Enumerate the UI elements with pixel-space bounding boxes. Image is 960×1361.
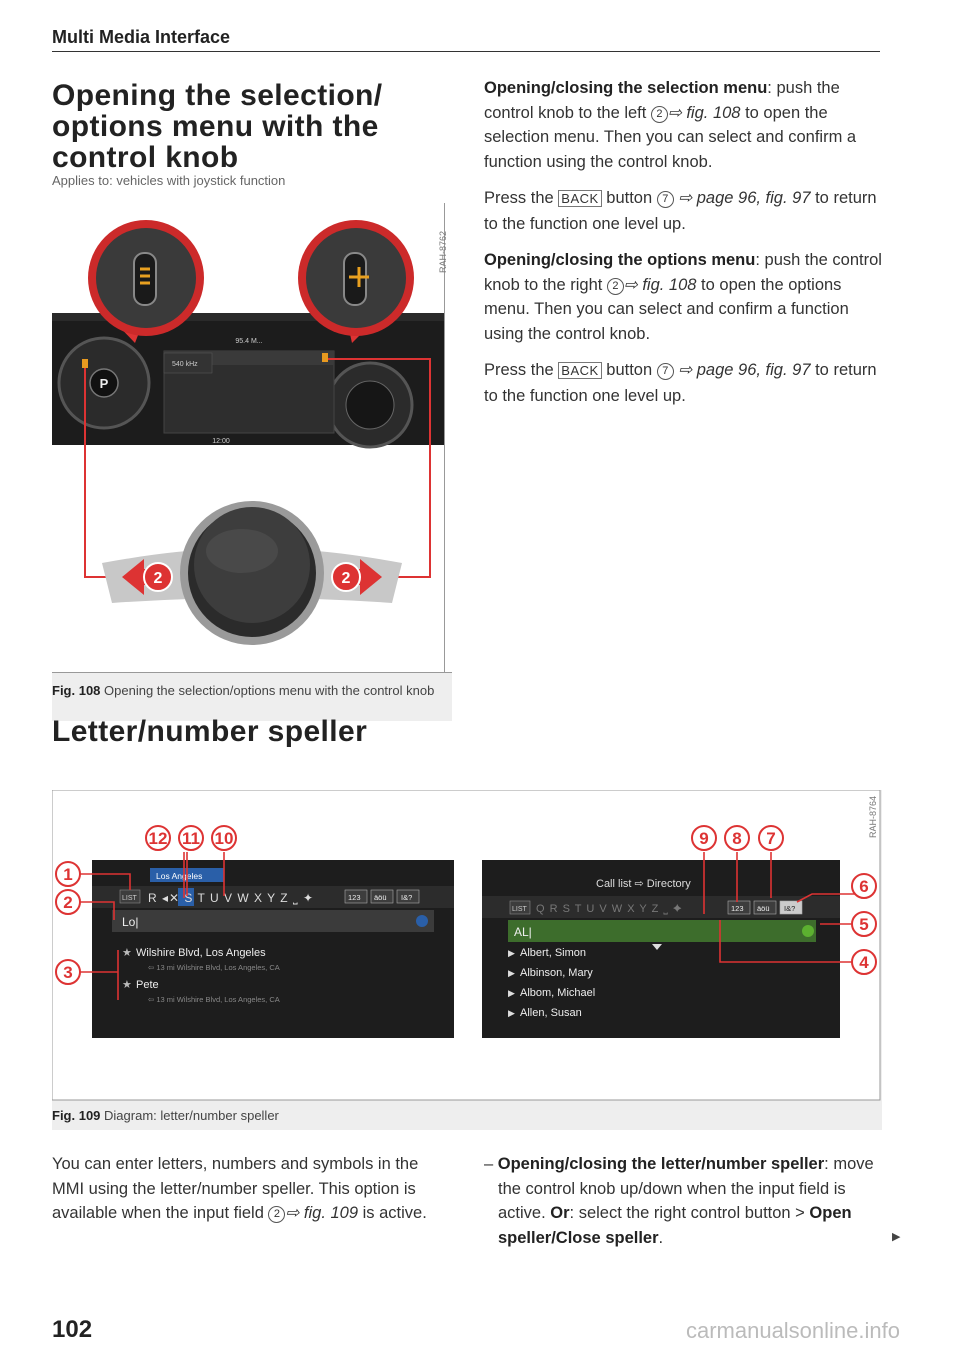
btn-umlaut: äöü bbox=[374, 893, 387, 902]
svg-text:I&?: I&? bbox=[784, 904, 796, 913]
continue-arrow: ▶ bbox=[892, 1231, 901, 1243]
svg-text:7: 7 bbox=[766, 829, 776, 848]
svg-text:★: ★ bbox=[122, 979, 132, 991]
btn-123: 123 bbox=[348, 893, 361, 902]
figure-caption: Fig. 108 Opening the selection/options menu with the control knob bbox=[52, 683, 435, 698]
page-number: 102 bbox=[52, 1316, 93, 1343]
speller-input-right: AL| bbox=[514, 925, 532, 939]
letter-strip: R ◂✕ S T U V W X Y Z ⎵ ✦ bbox=[148, 891, 315, 905]
svg-text:▶: ▶ bbox=[508, 948, 515, 958]
result-subline: ⇦ 13 mi Wilshire Blvd, Los Angeles, CA bbox=[148, 963, 280, 972]
contact-item: Albom, Michael bbox=[520, 987, 596, 999]
callout-5 bbox=[852, 912, 876, 936]
location-chip: Los Angeles bbox=[156, 871, 203, 881]
applies-to-note: Applies to: vehicles with joystick function bbox=[52, 173, 286, 188]
running-header: Multi Media Interface bbox=[52, 27, 231, 47]
result-subline: ⇦ 13 mi Wilshire Blvd, Los Angeles, CA bbox=[148, 995, 280, 1004]
callout-4 bbox=[852, 950, 876, 974]
speller-screen-right bbox=[482, 860, 840, 1038]
svg-text:1: 1 bbox=[63, 865, 73, 884]
section-title-selection-menu: Opening the selection/ options menu with the control knob bbox=[52, 79, 383, 174]
callout-7 bbox=[759, 826, 783, 850]
svg-text:▶: ▶ bbox=[508, 988, 515, 998]
svg-text:12: 12 bbox=[148, 829, 168, 848]
svg-text:6: 6 bbox=[859, 877, 869, 896]
callout-12 bbox=[146, 826, 170, 850]
svg-text:123: 123 bbox=[731, 904, 744, 913]
contact-item: Albert, Simon bbox=[520, 947, 587, 959]
callout-2 bbox=[56, 890, 80, 914]
contact-item: Albinson, Mary bbox=[520, 967, 593, 979]
speller-intro-text: You can enter letters, numbers and symbols in the MMI using the letter/number speller. This option is available when the input field 2 ⇨ fig. 109 is active. bbox=[52, 1155, 427, 1222]
contact-item: Allen, Susan bbox=[520, 1007, 582, 1019]
callout-10 bbox=[212, 826, 236, 850]
svg-text:4: 4 bbox=[859, 953, 869, 972]
result-item: Wilshire Blvd, Los Angeles bbox=[136, 947, 266, 959]
section-title-speller: Letter/number speller bbox=[52, 715, 368, 748]
svg-text:▶: ▶ bbox=[508, 968, 515, 978]
callout-11 bbox=[179, 826, 203, 850]
figure-109 bbox=[52, 790, 882, 1130]
screen-clock: 12:00 bbox=[212, 438, 230, 445]
svg-text:3: 3 bbox=[63, 963, 73, 982]
svg-text:9: 9 bbox=[699, 829, 709, 848]
call-list-title: Call list ⇨ Directory bbox=[596, 878, 691, 890]
svg-text:2: 2 bbox=[341, 570, 351, 587]
svg-text:▶: ▶ bbox=[508, 1008, 515, 1018]
svg-text:2: 2 bbox=[153, 570, 163, 587]
callout-9 bbox=[692, 826, 716, 850]
speller-input-left: Lo| bbox=[122, 915, 139, 929]
header-rule bbox=[52, 51, 880, 52]
svg-text:2: 2 bbox=[63, 893, 73, 912]
speller-instruction: – Opening/closing the letter/number speller: move the control knob up/down when the input field is active. Or: select the right control button > Open speller/Close speller. bbox=[484, 1155, 874, 1247]
svg-text:11: 11 bbox=[182, 829, 200, 848]
figure-code: RAH-8762 bbox=[438, 231, 448, 274]
watermark: carmanualsonline.info bbox=[685, 1318, 900, 1343]
result-item: Pete bbox=[136, 979, 159, 991]
callout-1 bbox=[56, 862, 80, 886]
control-knob-illustration bbox=[52, 203, 452, 673]
right-column-text: Opening/closing the selection menu: push the control knob to the left 2 ⇨ fig. 108 to open the selection menu. Then you can select and confirm a function using the control knob. Press the BACK button 7 ⇨ page 96, fig. 97 to return to the function one level up. Opening/closing the options menu: push the control knob to the right 2 ⇨ fig. 108 to open the options menu. Then you can select and confirm a function using the control knob. Press the BACK button 7 ⇨ page 96, fig. 97 to return to the function one level up. bbox=[484, 79, 882, 405]
screen-status: 95.4 M... bbox=[235, 338, 263, 345]
btn-symbols: I&? bbox=[401, 893, 413, 902]
svg-text:8: 8 bbox=[732, 829, 742, 848]
svg-text:LIST: LIST bbox=[512, 906, 527, 913]
svg-text:5: 5 bbox=[859, 915, 869, 934]
callout-3 bbox=[56, 960, 80, 984]
callout-6 bbox=[852, 874, 876, 898]
right-marker bbox=[322, 353, 328, 362]
speller-screen-left bbox=[92, 860, 454, 1038]
figure-108 bbox=[52, 203, 452, 721]
speller-diagram bbox=[52, 790, 882, 1102]
screen-frequency: 540 kHz bbox=[172, 361, 198, 368]
callout-8 bbox=[725, 826, 749, 850]
letter-strip-right: Q R S T U V W X Y Z ⎵ ✦ bbox=[536, 903, 683, 915]
figure-caption: Fig. 109 Diagram: letter/number speller bbox=[52, 1108, 279, 1123]
svg-text:10: 10 bbox=[214, 829, 234, 848]
figure-code: RAH-8764 bbox=[868, 796, 878, 839]
left-marker bbox=[82, 359, 88, 368]
gear-indicator: P bbox=[99, 376, 109, 391]
list-badge: LIST bbox=[122, 895, 137, 902]
svg-text:äöü: äöü bbox=[757, 904, 770, 913]
svg-text:★: ★ bbox=[122, 947, 132, 959]
